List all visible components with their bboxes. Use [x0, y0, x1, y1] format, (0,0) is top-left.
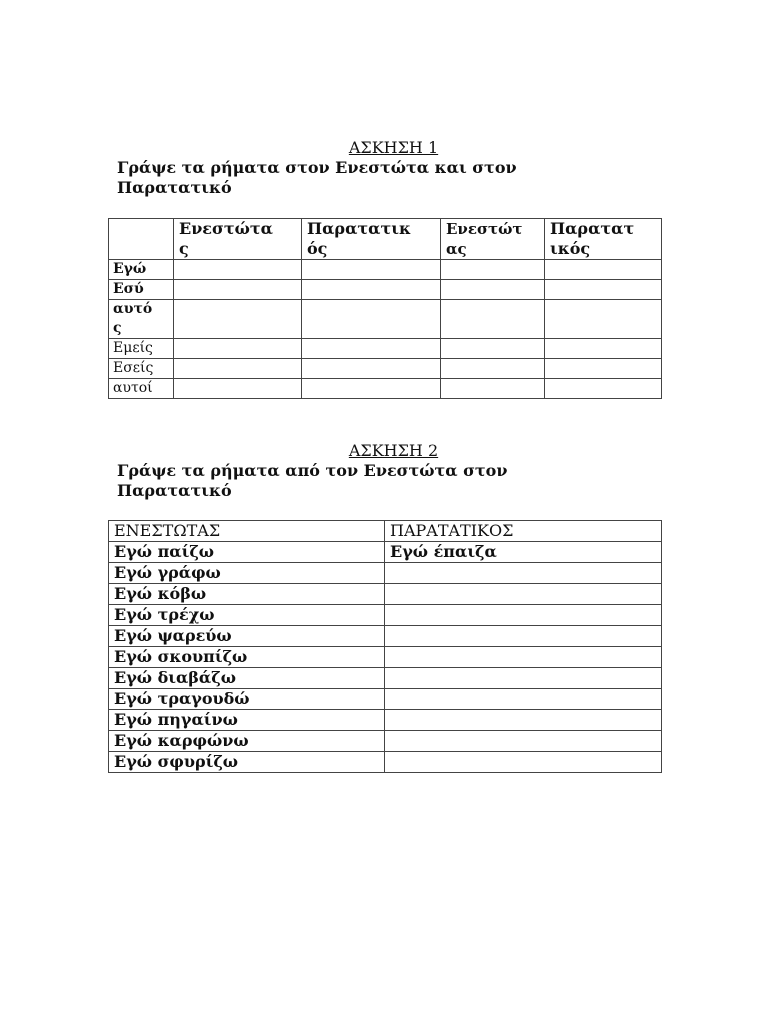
row-label: Εμείς — [109, 339, 174, 359]
exercise-2-title: ΑΣΚΗΣΗ 2 — [348, 441, 439, 460]
answer-cell[interactable] — [302, 339, 441, 359]
answer-cell[interactable] — [441, 339, 545, 359]
answer-cell[interactable] — [545, 339, 662, 359]
answer-cell[interactable] — [174, 280, 302, 300]
answer-cell[interactable] — [302, 260, 441, 280]
header-text: Ενεστώτα — [179, 219, 273, 238]
table-row — [109, 542, 662, 563]
table-row — [109, 731, 662, 752]
answer-cell[interactable] — [545, 260, 662, 280]
answer-cell[interactable] — [441, 359, 545, 379]
answer-cell[interactable] — [174, 339, 302, 359]
row-label — [109, 300, 174, 339]
row-label: Εσείς — [109, 359, 174, 379]
header-text: ας — [446, 240, 467, 258]
present-tense-cell: Εγώ πηγαίνω — [109, 710, 385, 731]
header-text: Παρατατικ — [307, 219, 411, 238]
exercise-2-heading — [117, 441, 662, 501]
imperfect-tense-cell[interactable] — [385, 563, 662, 584]
exercise-2-table — [108, 520, 662, 773]
answer-cell[interactable] — [441, 260, 545, 280]
table-row — [109, 752, 662, 773]
table-row — [109, 359, 662, 379]
present-tense-cell: Εγώ παίζω — [109, 542, 385, 563]
table-row — [109, 339, 662, 359]
header-cell: ΠΑΡΑΤΑΤΙΚΟΣ — [385, 521, 662, 542]
answer-cell[interactable] — [302, 359, 441, 379]
answer-cell[interactable] — [174, 300, 302, 339]
answer-cell[interactable] — [545, 280, 662, 300]
exercise-2-instruction-line-1: Γράψε τα ρήματα από τον Ενεστώτα στον — [117, 461, 508, 480]
answer-cell[interactable] — [302, 300, 441, 339]
imperfect-tense-cell[interactable] — [385, 626, 662, 647]
answer-cell[interactable] — [441, 300, 545, 339]
present-tense-cell: Εγώ ψαρεύω — [109, 626, 385, 647]
exercise-1-table — [108, 218, 662, 399]
table-row — [109, 647, 662, 668]
row-label: αυτοί — [109, 379, 174, 399]
exercise-1-instruction-line-2: Παρατατικό — [117, 178, 232, 197]
exercise-2-instruction-line-2: Παρατατικό — [117, 481, 232, 500]
answer-cell[interactable] — [545, 359, 662, 379]
row-label: Εσύ — [109, 280, 174, 300]
table-header-row — [109, 219, 662, 260]
answer-cell[interactable] — [302, 379, 441, 399]
row-label-text: ς — [113, 320, 122, 336]
header-cell — [545, 219, 662, 260]
present-tense-cell: Εγώ διαβάζω — [109, 668, 385, 689]
imperfect-tense-cell[interactable] — [385, 605, 662, 626]
table-row — [109, 689, 662, 710]
table-row — [109, 260, 662, 280]
exercise-1-instruction-line-1: Γράψε τα ρήματα στον Ενεστώτα και στον — [117, 158, 517, 177]
table-row — [109, 563, 662, 584]
header-text: ικός — [550, 239, 591, 258]
present-tense-cell: Εγώ καρφώνω — [109, 731, 385, 752]
answer-cell[interactable] — [174, 379, 302, 399]
imperfect-tense-cell[interactable] — [385, 689, 662, 710]
header-text: Παρατατ — [550, 219, 635, 238]
imperfect-tense-cell[interactable] — [385, 710, 662, 731]
header-text: Ενεστώτ — [446, 220, 523, 238]
answer-cell[interactable] — [174, 260, 302, 280]
present-tense-cell: Εγώ τρέχω — [109, 605, 385, 626]
table-row — [109, 626, 662, 647]
imperfect-tense-cell[interactable] — [385, 752, 662, 773]
present-tense-cell: Εγώ σφυρίζω — [109, 752, 385, 773]
table-row — [109, 710, 662, 731]
table-row — [109, 280, 662, 300]
imperfect-tense-cell[interactable] — [385, 668, 662, 689]
header-cell — [441, 219, 545, 260]
present-tense-cell: Εγώ γράφω — [109, 563, 385, 584]
table-row — [109, 668, 662, 689]
table-header-row — [109, 521, 662, 542]
answer-cell[interactable] — [545, 379, 662, 399]
table-row — [109, 300, 662, 339]
exercise-1-heading — [117, 138, 662, 198]
present-tense-cell: Εγώ σκουπίζω — [109, 647, 385, 668]
imperfect-tense-cell[interactable] — [385, 647, 662, 668]
imperfect-tense-cell[interactable] — [385, 731, 662, 752]
exercise-1-title: ΑΣΚΗΣΗ 1 — [348, 138, 439, 157]
table-row — [109, 584, 662, 605]
imperfect-tense-cell[interactable]: Εγώ έπαιζα — [385, 542, 662, 563]
answer-cell[interactable] — [174, 359, 302, 379]
answer-cell[interactable] — [441, 379, 545, 399]
row-label: Εγώ — [109, 260, 174, 280]
answer-cell[interactable] — [441, 280, 545, 300]
header-text: ός — [307, 239, 328, 258]
table-row — [109, 605, 662, 626]
header-cell: ΕΝΕΣΤΩΤΑΣ — [109, 521, 385, 542]
table-row — [109, 379, 662, 399]
present-tense-cell: Εγώ τραγουδώ — [109, 689, 385, 710]
answer-cell[interactable] — [302, 280, 441, 300]
imperfect-tense-cell[interactable] — [385, 584, 662, 605]
header-text: ς — [179, 239, 189, 258]
row-label-text: αυτό — [113, 301, 153, 317]
present-tense-cell: Εγώ κόβω — [109, 584, 385, 605]
corner-cell — [109, 219, 174, 260]
answer-cell[interactable] — [545, 300, 662, 339]
header-cell — [302, 219, 441, 260]
header-cell — [174, 219, 302, 260]
